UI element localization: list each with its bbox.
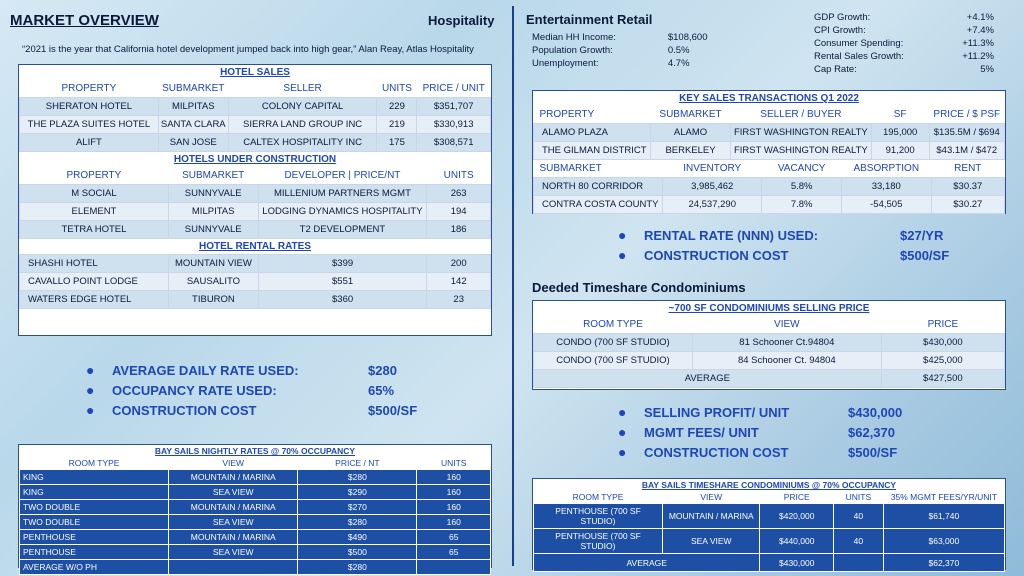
bullet-icon: ●: [618, 424, 627, 440]
column-header: UNITS: [443, 170, 474, 181]
cell: SIERRA LAND GROUP INC: [228, 116, 377, 134]
cell: 3,985,462: [663, 178, 762, 196]
bullet-label: MGMT FEES/ UNIT: [644, 424, 759, 440]
timeshare-title: Deeded Timeshare Condominiums: [532, 280, 746, 295]
cell: $30.27: [931, 196, 1004, 214]
timeshare-assumptions: [618, 402, 902, 462]
timeshare-table-title: ~700 SF CONDOMINIUMS SELLING PRICE: [668, 303, 870, 314]
bullet-label: SELLING PROFIT/ UNIT: [644, 404, 790, 420]
cell: $427,500: [881, 370, 1004, 388]
column-header: PRICE / NT: [335, 458, 380, 468]
cell: $280: [298, 560, 417, 575]
cell: $63,000: [883, 529, 1004, 554]
column-header: PROPERTY: [61, 83, 117, 94]
timeshare-table: [533, 316, 1005, 388]
cell: TIBURON: [169, 291, 259, 309]
cell: 186: [427, 221, 491, 239]
bullet-item: [618, 225, 949, 245]
cell: MOUNTAIN / MARINA: [169, 470, 298, 485]
column-header: ROOM TYPE: [68, 458, 120, 468]
cell: $360: [258, 291, 427, 309]
table-row: [534, 196, 1005, 214]
cell: 65: [417, 545, 491, 560]
bullet-label: CONSTRUCTION COST: [112, 402, 257, 418]
cell: 200: [427, 255, 491, 273]
bullet-item: [618, 442, 902, 462]
cell: ELEMENT: [20, 203, 169, 221]
stat-label: Median HH Income:: [532, 32, 616, 43]
stat-label: CPI Growth:: [814, 25, 866, 36]
submarket-table: [533, 160, 1005, 214]
table-row: [534, 142, 1005, 160]
cell: MOUNTAIN VIEW: [169, 255, 259, 273]
cell: [834, 554, 884, 572]
column-divider: [512, 6, 514, 566]
cell: TWO DOUBLE: [20, 500, 169, 515]
retail-title: Entertainment Retail: [526, 12, 653, 27]
cell: WATERS EDGE HOTEL: [20, 291, 169, 309]
stat-row: [814, 63, 994, 76]
column-header: SUBMARKET: [162, 83, 225, 94]
table-header: [20, 457, 491, 470]
bullet-value: $500/SF: [900, 247, 950, 263]
page-subtitle: Hospitality: [428, 13, 495, 28]
column-header: ROOM TYPE: [572, 492, 624, 502]
stat-label: Unemployment:: [532, 58, 599, 69]
cell: AVERAGE: [534, 554, 760, 572]
hotel-sales-title: HOTEL SALES: [220, 67, 290, 78]
table-header: [20, 167, 491, 185]
quote: “2021 is the year that California hotel development jumped back into high gear,” Alan Reay, Atlas Hospitality: [22, 44, 474, 55]
stat-value: +4.1%: [966, 12, 994, 23]
bullet-item: [618, 245, 949, 265]
cell: $440,000: [760, 529, 834, 554]
cell: 160: [417, 500, 491, 515]
stat-label: Population Growth:: [532, 45, 613, 56]
cell: $135.5M / $694: [929, 124, 1005, 142]
table-row: [534, 334, 1005, 352]
bay-condos-panel: [532, 478, 1006, 570]
nightly-table: [19, 457, 491, 575]
column-header: PRICE / $ PSF: [933, 109, 1001, 120]
stat-label: Cap Rate:: [814, 64, 857, 75]
cell: CALTEX HOSPITALITY INC: [228, 134, 377, 152]
column-header: UNITS: [381, 83, 412, 94]
column-header: SUBMARKET: [182, 170, 245, 181]
page-title: MARKET OVERVIEW: [10, 12, 159, 29]
retail-stats-right: [814, 11, 994, 76]
cell: 175: [377, 134, 417, 152]
cell: M SOCIAL: [20, 185, 169, 203]
table-row: [20, 116, 491, 134]
column-header: VIEW: [700, 492, 723, 502]
key-sales-title: KEY SALES TRANSACTIONS Q1 2022: [679, 93, 859, 104]
hotel-sales-table: [19, 80, 491, 152]
cell: MOUNTAIN / MARINA: [169, 530, 298, 545]
cell: $420,000: [760, 504, 834, 529]
stat-label: GDP Growth:: [814, 12, 871, 23]
cell: $62,370: [883, 554, 1004, 572]
hotel-panel: [18, 64, 492, 336]
cell: 23: [427, 291, 491, 309]
hotels-construction-title: HOTELS UNDER CONSTRUCTION: [173, 154, 337, 165]
bullet-value: $430,000: [848, 404, 903, 420]
cell: ALAMO: [651, 124, 731, 142]
cell: SEA VIEW: [169, 545, 298, 560]
column-header: RENT: [954, 163, 982, 174]
stat-label: Consumer Spending:: [814, 38, 904, 49]
cell: -54,505: [841, 196, 931, 214]
cell: $399: [258, 255, 427, 273]
cell: $490: [298, 530, 417, 545]
column-header: SF: [893, 109, 907, 120]
table-header: [20, 80, 491, 98]
bullet-value: $62,370: [848, 424, 895, 440]
bay-condos-title: BAY SAILS TIMESHARE CONDOMINIUMS @ 70% OCCUPANCY: [641, 480, 897, 490]
column-header: SELLER / BUYER: [760, 109, 842, 120]
table-row: [534, 370, 1005, 388]
cell: 160: [417, 515, 491, 530]
cell: 142: [427, 273, 491, 291]
cell: AVERAGE W/O PH: [20, 560, 169, 575]
cell: 5.8%: [762, 178, 842, 196]
cell: CONDO (700 SF STUDIO): [534, 352, 693, 370]
cell: PENTHOUSE (700 SF STUDIO): [534, 504, 663, 529]
cell: MILPITAS: [158, 98, 228, 116]
cell: $30.37: [931, 178, 1004, 196]
cell: PENTHOUSE: [20, 545, 169, 560]
column-header: VIEW: [774, 319, 800, 330]
cell: $430,000: [881, 334, 1004, 352]
cell: SEA VIEW: [663, 529, 760, 554]
cell: $43.1M / $472: [929, 142, 1005, 160]
bullet-item: [86, 400, 417, 420]
cell: SANTA CLARA: [158, 116, 228, 134]
bullet-icon: ●: [86, 382, 95, 398]
cell: SHERATON HOTEL: [20, 98, 159, 116]
cell: MOUNTAIN / MARINA: [663, 504, 760, 529]
bullet-icon: ●: [618, 444, 627, 460]
column-header: UNITS: [440, 458, 467, 468]
cell: SUNNYVALE: [168, 185, 258, 203]
key-sales-panel: [532, 90, 1006, 214]
cell: [417, 560, 491, 575]
cell: 160: [417, 485, 491, 500]
cell: TETRA HOTEL: [20, 221, 169, 239]
bullet-item: [86, 360, 417, 380]
column-header: PRICE / UNIT: [422, 83, 485, 94]
cell: $280: [298, 515, 417, 530]
cell: 194: [427, 203, 491, 221]
cell: $270: [298, 500, 417, 515]
stat-value: 5%: [980, 64, 994, 75]
column-header: SELLER: [283, 83, 322, 94]
bay-condos-table: [533, 491, 1005, 572]
column-header: PROPERTY: [66, 170, 122, 181]
cell: SAUSALITO: [169, 273, 259, 291]
cell: SUNNYVALE: [168, 221, 258, 239]
bullet-label: OCCUPANCY RATE USED:: [112, 382, 277, 398]
cell: $500: [298, 545, 417, 560]
hotels-construction-table: [19, 167, 491, 239]
stat-value: 0.5%: [667, 45, 690, 56]
nightly-rates-panel: [18, 444, 492, 572]
bullet-label: CONSTRUCTION COST: [644, 444, 789, 460]
bullet-item: [86, 380, 417, 400]
cell: SAN JOSE: [158, 134, 228, 152]
bullet-label: RENTAL RATE (NNN) USED:: [644, 227, 819, 243]
bullet-value: $500/SF: [368, 402, 418, 418]
table-row: [534, 554, 1005, 572]
cell: KING: [20, 470, 169, 485]
table-row: [20, 530, 491, 545]
cell: AVERAGE: [534, 370, 882, 388]
column-header: DEVELOPER | PRICE/NT: [284, 170, 401, 181]
cell: $425,000: [881, 352, 1004, 370]
hotel-rental-table: [19, 254, 491, 309]
bullet-value: 65%: [368, 382, 395, 398]
stat-label: Rental Sales Growth:: [814, 51, 904, 62]
stat-row: [814, 24, 994, 37]
table-row: [20, 98, 491, 116]
hotel-rental-title: HOTEL RENTAL RATES: [198, 241, 312, 252]
stat-row: [532, 44, 732, 57]
cell: 160: [417, 470, 491, 485]
cell: $290: [298, 485, 417, 500]
cell: 219: [377, 116, 417, 134]
stat-value: +11.2%: [962, 51, 994, 62]
cell: ALAMO PLAZA: [534, 124, 651, 142]
table-row: [20, 560, 491, 575]
cell: 263: [427, 185, 491, 203]
cell: 24,537,290: [663, 196, 762, 214]
table-row: [20, 291, 491, 309]
cell: 33,180: [841, 178, 931, 196]
cell: $280: [298, 470, 417, 485]
bullet-value: $27/YR: [900, 227, 944, 243]
stat-value: +7.4%: [966, 25, 994, 36]
cell: 229: [377, 98, 417, 116]
cell: NORTH 80 CORRIDOR: [534, 178, 663, 196]
cell: 40: [834, 504, 884, 529]
cell: SEA VIEW: [169, 515, 298, 530]
table-row: [20, 470, 491, 485]
stat-row: [814, 50, 994, 63]
cell: THE GILMAN DISTRICT: [534, 142, 651, 160]
bullet-label: CONSTRUCTION COST: [644, 247, 789, 263]
stat-value: 4.7%: [667, 58, 690, 69]
nightly-title: BAY SAILS NIGHTLY RATES @ 70% OCCUPANCY: [154, 446, 356, 456]
table-header: [534, 106, 1005, 124]
cell: BERKELEY: [651, 142, 731, 160]
column-header: VIEW: [222, 458, 245, 468]
column-header: PRICE: [783, 492, 810, 502]
cell: 7.8%: [762, 196, 842, 214]
cell: CONTRA COSTA COUNTY: [534, 196, 663, 214]
column-header: SUBMARKET: [539, 163, 602, 174]
cell: 81 Schooner Ct.94804: [692, 334, 881, 352]
table-row: [534, 529, 1005, 554]
bullet-value: $280: [368, 362, 397, 378]
table-row: [20, 255, 491, 273]
cell: $61,740: [883, 504, 1004, 529]
column-header: PRICE: [927, 319, 959, 330]
table-row: [20, 273, 491, 291]
hotel-assumptions: [86, 360, 417, 420]
stat-row: [814, 11, 994, 24]
stat-row: [814, 37, 994, 50]
column-header: SUBMARKET: [659, 109, 722, 120]
cell: LODGING DYNAMICS HOSPITALITY: [258, 203, 427, 221]
retail-stats-left: [532, 31, 732, 70]
cell: $430,000: [760, 554, 834, 572]
table-row: [20, 134, 491, 152]
cell: 65: [417, 530, 491, 545]
timeshare-panel: [532, 300, 1006, 390]
cell: 84 Schooner Ct. 94804: [692, 352, 881, 370]
cell: $351,707: [417, 98, 491, 116]
cell: 91,200: [871, 142, 929, 160]
table-row: [20, 500, 491, 515]
cell: CAVALLO POINT LODGE: [20, 273, 169, 291]
bullet-value: $500/SF: [848, 444, 898, 460]
stat-value: +11.3%: [962, 38, 994, 49]
bullet-icon: ●: [618, 227, 627, 243]
bullet-label: AVERAGE DAILY RATE USED:: [112, 362, 299, 378]
cell: COLONY CAPITAL: [228, 98, 377, 116]
bullet-icon: ●: [86, 362, 95, 378]
table-row: [20, 485, 491, 500]
bullet-icon: ●: [618, 247, 627, 263]
column-header: VACANCY: [777, 163, 826, 174]
table-row: [534, 352, 1005, 370]
cell: FIRST WASHINGTON REALTY: [730, 142, 871, 160]
stat-row: [532, 31, 732, 44]
cell: 40: [834, 529, 884, 554]
cell: TWO DOUBLE: [20, 515, 169, 530]
cell: T2 DEVELOPMENT: [258, 221, 427, 239]
cell: KING: [20, 485, 169, 500]
table-header: [534, 160, 1005, 178]
cell: ALIFT: [20, 134, 159, 152]
table-header: [534, 316, 1005, 334]
column-header: ABSORPTION: [853, 163, 920, 174]
cell: [169, 560, 298, 575]
stat-value: $108,600: [667, 32, 708, 43]
column-header: UNITS: [845, 492, 872, 502]
bullet-item: [618, 402, 902, 422]
cell: CONDO (700 SF STUDIO): [534, 334, 693, 352]
cell: MILLENIUM PARTNERS MGMT: [258, 185, 427, 203]
cell: SHASHI HOTEL: [20, 255, 169, 273]
cell: FIRST WASHINGTON REALTY: [730, 124, 871, 142]
table-row: [20, 545, 491, 560]
bullet-item: [618, 422, 902, 442]
table-row: [20, 203, 491, 221]
column-header: ROOM TYPE: [583, 319, 643, 330]
cell: THE PLAZA SUITES HOTEL: [20, 116, 159, 134]
table-row: [20, 221, 491, 239]
key-sales-table: [533, 106, 1005, 160]
column-header: 35% MGMT FEES/YR/UNIT: [890, 492, 997, 502]
column-header: PROPERTY: [539, 109, 595, 120]
table-row: [534, 504, 1005, 529]
cell: $551: [258, 273, 427, 291]
retail-assumptions: [618, 225, 949, 265]
cell: $330,913: [417, 116, 491, 134]
stat-row: [532, 57, 732, 70]
bullet-icon: ●: [86, 402, 95, 418]
cell: MILPITAS: [168, 203, 258, 221]
table-header: [534, 491, 1005, 504]
table-row: [20, 185, 491, 203]
cell: SEA VIEW: [169, 485, 298, 500]
table-row: [534, 178, 1005, 196]
cell: PENTHOUSE: [20, 530, 169, 545]
column-header: INVENTORY: [683, 163, 742, 174]
table-row: [20, 515, 491, 530]
bullet-icon: ●: [618, 404, 627, 420]
table-row: [534, 124, 1005, 142]
cell: $308,571: [417, 134, 491, 152]
cell: MOUNTAIN / MARINA: [169, 500, 298, 515]
cell: 195,000: [871, 124, 929, 142]
cell: PENTHOUSE (700 SF STUDIO): [534, 529, 663, 554]
